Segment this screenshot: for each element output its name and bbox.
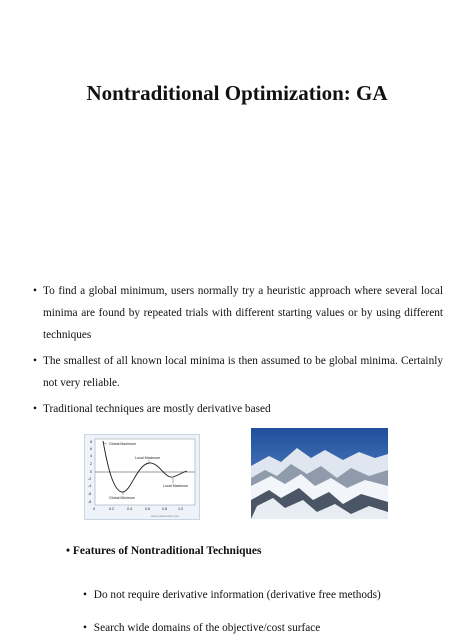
figure-credit: www.mathworks.com bbox=[151, 514, 180, 518]
feature-item bbox=[83, 622, 320, 634]
annotation-local-maximum: Local Maximum bbox=[135, 456, 161, 460]
bullet-dot: • bbox=[33, 355, 37, 367]
features-heading bbox=[66, 545, 262, 557]
y-tick-label: -8 bbox=[88, 500, 92, 504]
mountain-image bbox=[251, 428, 388, 519]
bullet-dot: • bbox=[33, 285, 37, 297]
annotation-local-maximum: Local Maximum bbox=[163, 484, 189, 488]
bullet-dot: • bbox=[83, 589, 87, 601]
y-tick-label: -2 bbox=[88, 477, 92, 481]
bullet-item bbox=[33, 350, 443, 394]
features-heading-text: Features of Nontraditional Techniques bbox=[72, 545, 262, 557]
bullet-text: Traditional techniques are mostly derivative based bbox=[43, 403, 271, 415]
x-tick-label: 0.6 bbox=[145, 507, 150, 511]
y-tick-label: 2 bbox=[90, 462, 92, 466]
y-tick-label: -6 bbox=[88, 492, 92, 496]
annotation-global-minimum: Global Minimum bbox=[109, 496, 135, 500]
bullet-item bbox=[33, 398, 443, 420]
y-tick-label: 6 bbox=[90, 447, 92, 451]
bullet-item bbox=[33, 280, 443, 346]
x-tick-label: 1.0 bbox=[178, 507, 183, 511]
y-tick-label: 4 bbox=[90, 454, 92, 458]
annotation-global-maximum: Global Maximum bbox=[109, 442, 136, 446]
curve-svg bbox=[85, 435, 199, 519]
y-tick-label: 8 bbox=[90, 440, 92, 444]
slide-title: Nontraditional Optimization: GA bbox=[86, 81, 388, 105]
bullet-dot: • bbox=[33, 403, 37, 415]
bullet-dot: • bbox=[66, 545, 71, 557]
optimization-curve-figure bbox=[84, 434, 200, 520]
x-tick-label: 0.2 bbox=[109, 507, 114, 511]
x-tick-label: 0 bbox=[93, 507, 95, 511]
bullet-text: To find a global minimum, users normally try a heuristic approach where several local minima are found by repeated trials with different starting values or by using different techniques bbox=[43, 285, 443, 341]
feature-text: Do not require derivative information (derivative free methods) bbox=[93, 589, 381, 601]
feature-text: Search wide domains of the objective/cost surface bbox=[93, 622, 321, 634]
bullet-list bbox=[33, 280, 443, 424]
x-tick-label: 0.8 bbox=[162, 507, 167, 511]
bullet-text: The smallest of all known local minima is then assumed to be global minima. Certainly not very reliable. bbox=[43, 355, 443, 389]
feature-item bbox=[83, 589, 381, 601]
x-tick-label: 0.4 bbox=[127, 507, 132, 511]
mountain-photo bbox=[251, 428, 388, 519]
bullet-dot: • bbox=[83, 622, 87, 634]
y-tick-label: -4 bbox=[88, 484, 92, 488]
y-tick-label: 0 bbox=[90, 470, 92, 474]
